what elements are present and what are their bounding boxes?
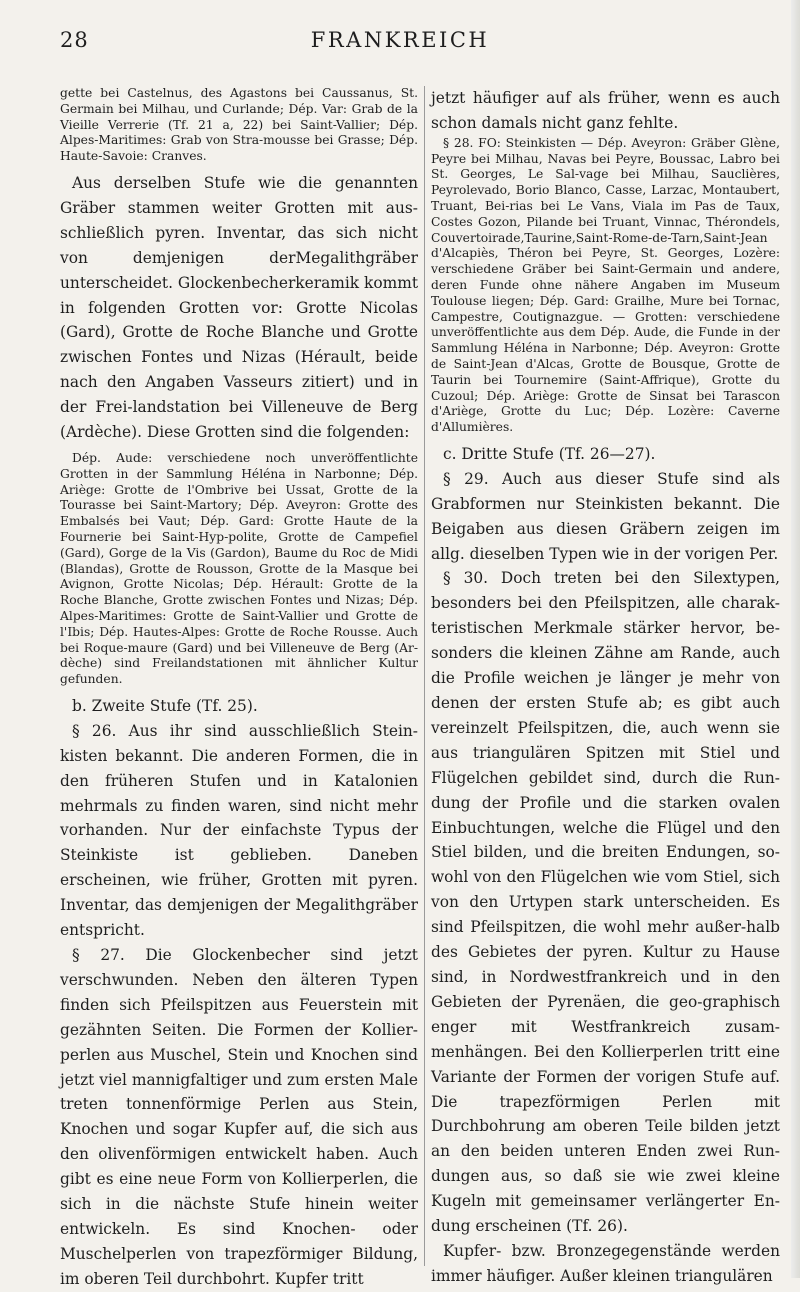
left-paragraph-2: Aus derselben Stufe wie die genannten Gräber stammen weiter Grotten mit aus-schließlich pyren. Inventar, das sich nicht von demjenigen derMegalithgräber unterscheidet. Glockenbecherkeramik kommt in folgenden Grotten vor: Grotte Nicolas (Gard), Grotte de Roche Blanche und Grotte zwischen Fontes und Nizas (Hérault, beide nach den Angaben Vasseurs zitiert) und in der Frei-landstation bei Villeneuve de Berg (Ardèche). Diese Grotten sind die folgenden: — [60, 173, 418, 442]
left-column — [60, 86, 418, 1292]
right-paragraph-3: § 29. Auch aus dieser Stufe sind als Grabformen nur Steinkisten bekannt. Die Beigaben aus diesen Gräbern zeigen im allg. dieselben Typen wie in der vorigen Per. — [431, 469, 780, 563]
left-paragraph-5: § 27. Die Glockenbecher sind jetzt verschwunden. Neben den älteren Typen finden sich Pfeilspitzen aus Feuerstein mit gezähnten Seiten. Die Formen der Kollier-perlen aus Muschel, Stein und Knochen sind jetzt viel mannigfaltiger und zum ersten Male treten tonnenförmige Perlen aus Stein, Knochen und sogar Kupfer auf, die sich aus den olivenförmigen entwickelt haben. Auch gibt es eine neue Form von Kollierperlen, die sich in die nächste Stufe hinein weiter entwickeln. Es sind Knochen- oder Muschelperlen von trapezförmiger Bildung, im oberen Teil durchbohrt. Kupfer tritt — [60, 945, 418, 1288]
right-paragraph-5: Kupfer- bzw. Bronzegegenstände werden immer häufiger. Außer kleinen triangulären — [431, 1241, 780, 1285]
section-heading-c: c. Dritte Stufe (Tf. 26—27). — [443, 444, 656, 463]
running-head: FRANKREICH — [310, 28, 490, 52]
left-paragraph-3: Dép. Aude: verschiedene noch unveröffentlichte Grotten in der Sammlung Héléna in Narbonne; Dép. Ariège: Grotte de l'Ombrive bei Ussat, Grotte de la Tourasse bei Saint-Martory; Dép. Aveyron: Grotte des Embalsés bei Vaut; Dép. Gard: Grotte Haute de la Fournerie bei Saint-Hyp-polite, Grotte de Campefiel (Gard), Gorge de la Vis (Gardon), Baume du Roc de Midi (Blandas), Grotte de Rousson, Grotte de la Masque bei Avignon, Grotte Nicolas; Dép. Hérault: Grotte de la Roche Blanche, Grotte zwischen Fontes und Nizas; Dép. Alpes-Maritimes: Grotte de Saint-Vallier und Grotte de l'Ibis; Dép. Hautes-Alpes: Grotte de Roche Rousse. Auch bei Roque-maure (Gard) und bei Villeneuve de Berg (Ar-dèche) sind Freilandstationen mit ähnlicher Kultur gefunden. — [60, 450, 418, 687]
page-edge — [791, 0, 800, 1278]
left-paragraph-1: gette bei Castelnus, des Agastons bei Caussanus, St. Germain bei Milhau, und Curlande; Dép. Var: Grab de la Vieille Verrerie (Tf. 21 a, 22) bei Saint-Vallier; Dép. Alpes-Maritimes: Grab von Stra-mousse bei Grasse; Dép. Haute-Savoie: Cranves. — [60, 86, 418, 164]
right-paragraph-1: jetzt häufiger auf als früher, wenn es auch schon damals nicht ganz fehlte. — [431, 89, 780, 132]
section-heading-b: b. Zweite Stufe (Tf. 25). — [72, 696, 258, 715]
column-divider — [424, 86, 425, 1266]
left-paragraph-4: § 26. Aus ihr sind ausschließlich Stein-kisten bekannt. Die anderen Formen, die in den früheren Stufen und in Katalonien mehrmals zu finden waren, sind nicht mehr vorhanden. Nur der einfachste Typus der Steinkiste ist geblieben. Daneben erscheinen, wie früher, Grotten mit pyren. Inventar, das demjenigen der Megalithgräber entspricht. — [60, 721, 418, 940]
right-column — [431, 86, 780, 1289]
right-paragraph-2: § 28. FO: Steinkisten — Dép. Aveyron: Gräber Glène, Peyre bei Milhau, Navas bei Peyre, Boussac, Labro bei St. Georges, Le Sal-vage bei Milhau, Sauclières, Peyrolevado, Borio Blanco, Casse, Larzac, Montaubert, Truant, Bei-rias bei Le Vans, Viala im Pas de Taux, Costes Gozon, Pilande bei Truant, Vinnac, Thérondels, Couvertoirade,Taurine,Saint-Rome-de-Tarn,Saint-Jean d'Alcapiès, Théron bei Peyre, St. Georges, Lozère: verschiedene Gräber bei Saint-Germain und andere, deren Funde ohne nähere Angaben im Museum Toulouse liegen; Dép. Gard: Grailhe, Mure bei Tornac, Campestre, Coutignazgue. — Grotten: verschiedene unveröffentlichte aus dem Dép. Aude, die Funde in der Sammlung Héléna in Narbonne; Dép. Aveyron: Grotte de Saint-Jean d'Alcas, Grotte de Bousque, Grotte de Taurin bei Tournemire (Saint-Affrique), Grotte du Cuzoul; Dép. Ariège: Grotte de Sinsat bei Tarascon d'Ariège, Grotte du Luc; Dép. Lozère: Caverne d'Allumières. — [431, 135, 780, 435]
page-number: 28 — [60, 28, 89, 52]
right-paragraph-4: § 30. Doch treten bei den Silextypen, besonders bei den Pfeilspitzen, alle charak-teristischen Merkmale stärker hervor, be-sonders die kleinen Zähne am Rande, auch die Profile weichen je länger je mehr von denen der ersten Stufe ab; es gibt auch vereinzelt Pfeilspitzen, die, auch wenn sie aus triangulären Spitzen mit Stiel und Flügelchen gebildet sind, durch die Run-dung der Profile und die starken ovalen Einbuchtungen, welche die Flügel und den Stiel bilden, und die breiten Endungen, so-wohl von den Flügelchen wie vom Stiel, sich von den Urtypen stark unterscheiden. Es sind Pfeilspitzen, die wohl mehr außer-halb des Gebietes der pyren. Kultur zu Hause sind, in Nordwestfrankreich und in den Gebieten der Pyrenäen, die geo-graphisch enger mit Westfrankreich zusam-menhängen. Bei den Kollierperlen tritt eine Variante der Formen der vorigen Stufe auf. Die trapezförmigen Perlen mit Durchbohrung am oberen Teile bilden jetzt an den beiden unteren Enden zwei Run-dungen aus, so daß sie wie zwei kleine Kugeln mit gemeinsamer verlängerter En-dung erscheinen (Tf. 26). — [431, 569, 780, 1236]
